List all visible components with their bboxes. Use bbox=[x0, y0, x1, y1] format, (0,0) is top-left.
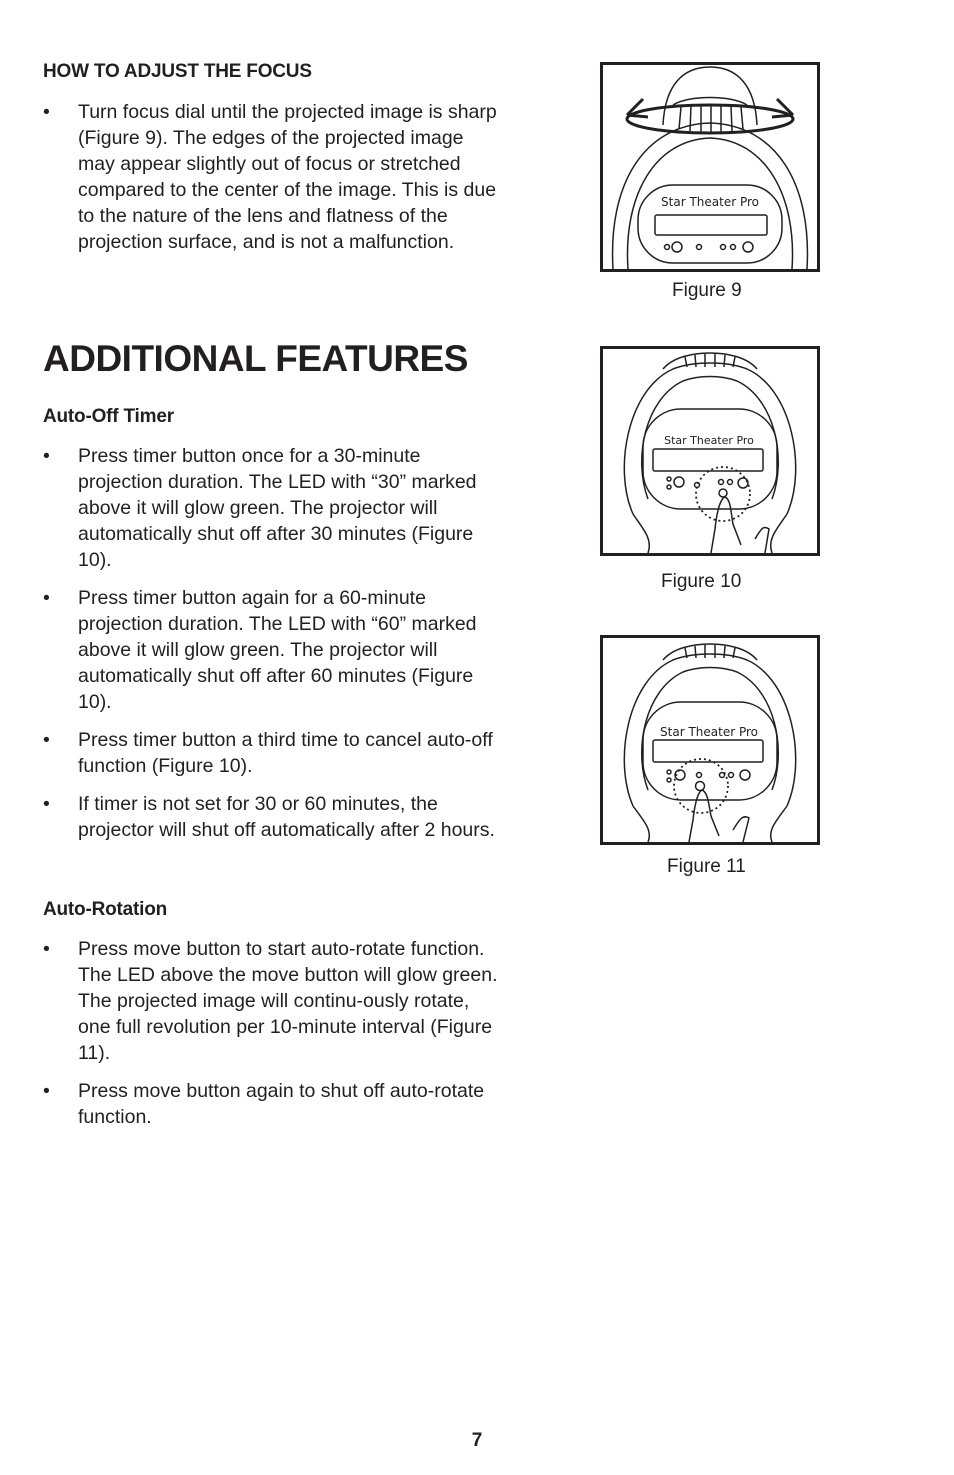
figure-9-caption: Figure 9 bbox=[672, 280, 742, 301]
list-item-text: Press move button to start auto-rotate function. The LED above the move button will glow green. The projected image will continu-ously rotate, one full revolution per 10-minute interval (Figure 11). bbox=[78, 938, 498, 1064]
led-icon bbox=[721, 245, 726, 250]
rotation-list bbox=[43, 936, 503, 1142]
list-item bbox=[43, 727, 503, 779]
button-icon bbox=[740, 770, 750, 780]
list-item-text: Press move button again to shut off auto-rotate function. bbox=[78, 1080, 485, 1128]
focus-heading: HOW TO ADJUST THE FOCUS bbox=[43, 61, 312, 82]
button-icon bbox=[743, 242, 753, 252]
list-item-text: Press timer button once for a 30-minute projection duration. The LED with “30” marked above it will glow green. The projector will automatically shut off after 30 minutes (Figure 10). bbox=[78, 445, 477, 571]
led-icon bbox=[697, 245, 702, 250]
led-icon bbox=[731, 245, 736, 250]
projector-focus-illustration bbox=[603, 65, 817, 269]
bullet-mark: • bbox=[43, 729, 50, 751]
led-icon bbox=[719, 480, 724, 485]
bullet-mark: • bbox=[43, 793, 50, 815]
display-window bbox=[655, 215, 767, 235]
list-item bbox=[43, 99, 503, 255]
page-number: 7 bbox=[471, 1430, 483, 1451]
led-icon bbox=[697, 773, 702, 778]
bullet-mark: • bbox=[43, 938, 50, 960]
section-heading: ADDITIONAL FEATURES bbox=[43, 338, 468, 379]
button-icon bbox=[672, 242, 682, 252]
list-item bbox=[43, 443, 503, 573]
list-item bbox=[43, 791, 503, 843]
control-panel bbox=[643, 409, 777, 509]
dome-grooves bbox=[685, 645, 735, 658]
projector-dome bbox=[663, 644, 757, 660]
led-icon bbox=[667, 485, 671, 489]
list-item-text: Press timer button a third time to cancel auto-off function (Figure 10). bbox=[78, 729, 493, 777]
timer-heading: Auto-Off Timer bbox=[43, 406, 174, 427]
move-button-icon bbox=[696, 782, 705, 791]
focus-list bbox=[43, 99, 503, 267]
projector-base bbox=[633, 514, 787, 553]
highlight-circle bbox=[696, 467, 750, 521]
rotate-arrow-left bbox=[627, 99, 648, 117]
rotation-heading: Auto-Rotation bbox=[43, 899, 168, 920]
timer-button-icon bbox=[738, 478, 748, 488]
bullet-mark: • bbox=[43, 1080, 50, 1102]
bullet-mark: • bbox=[43, 445, 50, 467]
led-icon bbox=[665, 245, 670, 250]
display-window bbox=[653, 449, 763, 471]
list-item bbox=[43, 1078, 503, 1130]
display-window bbox=[653, 740, 763, 762]
figure-9 bbox=[600, 62, 820, 272]
product-label: Star Theater Pro bbox=[660, 725, 758, 739]
figure-10 bbox=[600, 346, 820, 556]
bullet-mark: • bbox=[43, 101, 50, 123]
control-panel bbox=[643, 702, 777, 800]
led-icon bbox=[720, 773, 725, 778]
button-icon bbox=[674, 477, 684, 487]
projector-timer-illustration bbox=[603, 349, 817, 553]
led-icon bbox=[667, 477, 671, 481]
projector-dome bbox=[663, 353, 757, 369]
projector-rotation-illustration bbox=[603, 638, 817, 842]
bullet-mark: • bbox=[43, 587, 50, 609]
led-icon bbox=[667, 778, 671, 782]
focus-dial-ring bbox=[627, 105, 793, 133]
figure-11 bbox=[600, 635, 820, 845]
timer-list bbox=[43, 443, 503, 855]
led-icon bbox=[667, 770, 671, 774]
rotate-arrow-right bbox=[772, 99, 793, 117]
projector-dome bbox=[663, 67, 757, 125]
product-label: Star Theater Pro bbox=[664, 434, 754, 447]
dome-grooves bbox=[685, 354, 735, 367]
figure-11-caption: Figure 11 bbox=[667, 856, 746, 877]
timer-button-icon bbox=[719, 489, 727, 497]
list-item-text: Turn focus dial until the projected image is sharp (Figure 9). The edges of the projected image may appear slightly out of focus or stretched compared to the center of the image. This is due to the nature of the lens and flatness of the projection surface, and is not a malfunction. bbox=[78, 101, 497, 253]
list-item bbox=[43, 936, 503, 1066]
led-icon bbox=[728, 480, 733, 485]
highlight-circle bbox=[674, 759, 728, 813]
led-icon bbox=[729, 773, 734, 778]
list-item-text: Press timer button again for a 60-minute projection duration. The LED with “60” marked above it will glow green. The projector will automatically shut off after 60 minutes (Figure 10). bbox=[78, 587, 477, 713]
product-label: Star Theater Pro bbox=[661, 195, 759, 209]
list-item-text: If timer is not set for 30 or 60 minutes, the projector will shut off automatically after 2 hours. bbox=[78, 793, 495, 841]
figure-10-caption: Figure 10 bbox=[661, 571, 742, 592]
list-item bbox=[43, 585, 503, 715]
dial-grooves bbox=[679, 105, 743, 132]
pointing-finger-icon bbox=[689, 790, 749, 842]
pointing-finger-icon bbox=[711, 497, 769, 553]
